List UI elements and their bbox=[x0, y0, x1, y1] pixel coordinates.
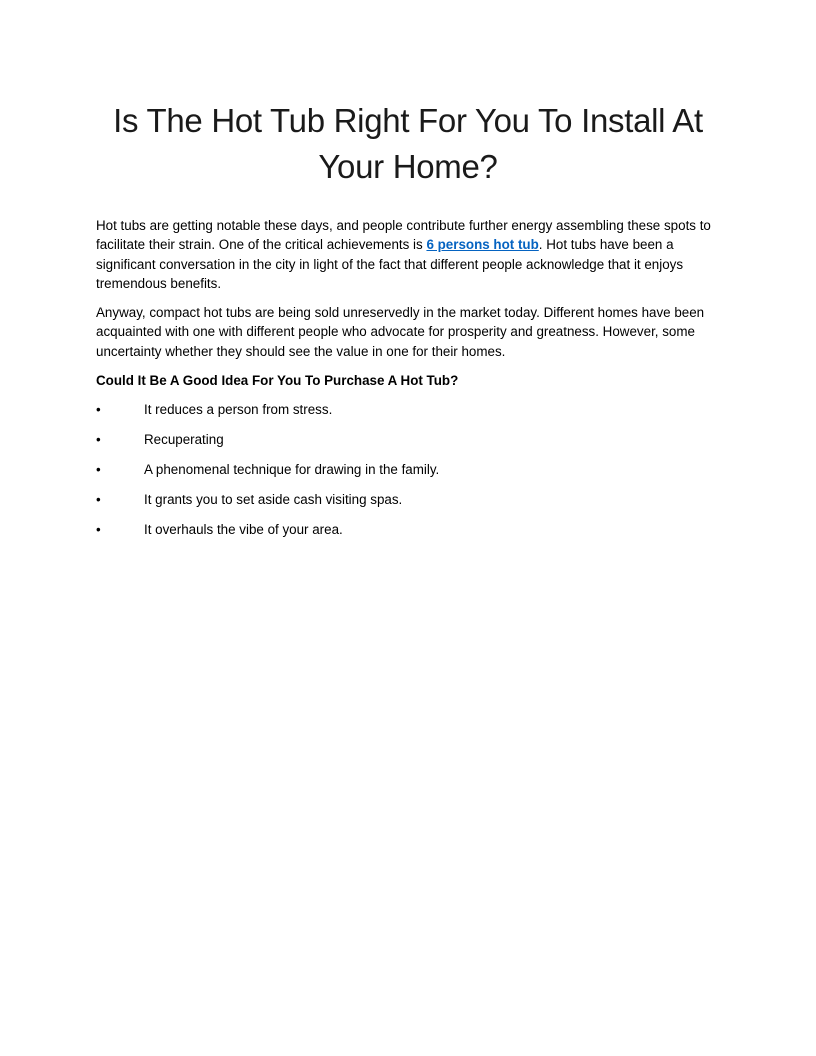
intro-text-before-link: Hot tubs are getting notable these days, and people contribute further energy assembling these spots to facilitate their strain. One of the critical achievements is bbox=[96, 218, 711, 253]
bullet-icon: • bbox=[96, 522, 101, 538]
list-item-text: Recuperating bbox=[144, 432, 224, 448]
section-subheading: Could It Be A Good Idea For You To Purchase A Hot Tub? bbox=[96, 373, 459, 389]
list-item bbox=[96, 460, 724, 479]
benefits-list bbox=[96, 400, 724, 539]
list-item bbox=[96, 520, 724, 539]
list-item bbox=[96, 490, 724, 509]
document-title: Is The Hot Tub Right For You To Install At Your Home? bbox=[113, 102, 703, 185]
second-paragraph: Anyway, compact hot tubs are being sold unreservedly in the market today. Different homes have been acquainted with one with different people who advocate for prosperity and greatness. However, some uncertainty whether they should see the value in one for their homes. bbox=[96, 305, 705, 359]
intro-paragraph bbox=[96, 216, 724, 293]
list-item-text: It reduces a person from stress. bbox=[144, 402, 333, 418]
bullet-icon: • bbox=[96, 462, 101, 478]
bullet-icon: • bbox=[96, 492, 101, 508]
document-body bbox=[96, 216, 724, 550]
list-item bbox=[96, 430, 724, 449]
list-item bbox=[96, 400, 724, 419]
list-item-text: A phenomenal technique for drawing in the family. bbox=[144, 462, 440, 478]
list-item-text: It overhauls the vibe of your area. bbox=[144, 522, 343, 538]
intro-text-after-link: . Hot tubs have been a significant conversation in the city in light of the fact that different people acknowledge that it enjoys tremendous benefits. bbox=[96, 237, 684, 291]
hot-tub-link[interactable]: 6 persons hot tub bbox=[426, 237, 539, 253]
bullet-icon: • bbox=[96, 402, 101, 418]
list-item-text: It grants you to set aside cash visiting spas. bbox=[144, 492, 403, 508]
bullet-icon: • bbox=[96, 432, 101, 448]
